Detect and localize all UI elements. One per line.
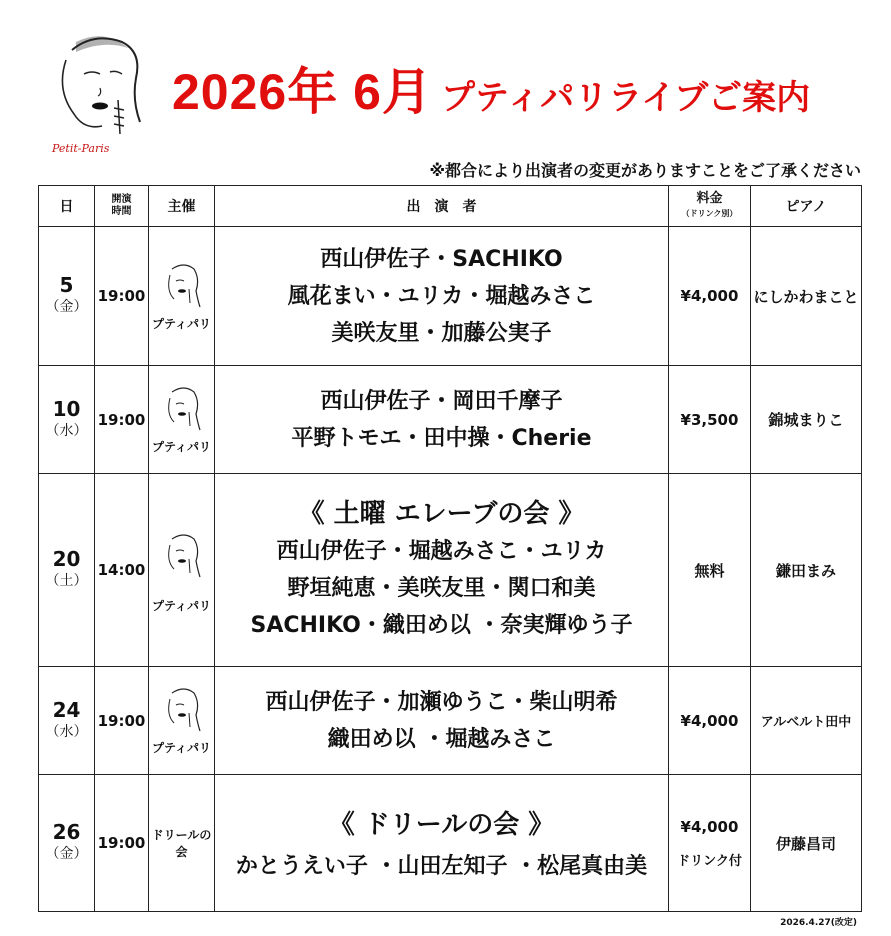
- price-cell: ¥4,000: [669, 667, 751, 775]
- performers-cell: [215, 775, 669, 912]
- host-cell: プティパリ: [149, 366, 215, 474]
- petit-paris-logo: [44, 30, 152, 158]
- schedule-table: [38, 185, 862, 912]
- time-cell: 19:00: [95, 366, 149, 474]
- performer-line: 西山伊佐子・SACHIKO: [320, 246, 563, 272]
- performer-line: SACHIKO・織田め以 ・奈実輝ゆう子: [250, 613, 633, 638]
- performer-line: 平野トモエ・田中操・Cherie: [291, 425, 592, 451]
- col-header-day: 日: [39, 186, 95, 227]
- col-header-time: 開演 時間: [95, 186, 149, 227]
- logo-wordmark: Petit-Paris: [52, 142, 110, 155]
- performer-line: 織田め以 ・堀越みさこ: [327, 726, 556, 752]
- performer-line: 美咲友里・加藤公実子: [331, 320, 552, 346]
- piano-cell: 錦城まりこ: [751, 366, 862, 474]
- performer-line: 風花まい・ユリカ・堀越みさこ: [287, 283, 596, 309]
- table-row: [39, 667, 862, 775]
- performers-cell: [215, 227, 669, 366]
- event-title: 《 ドリールの会 》: [328, 809, 555, 840]
- piano-cell: にしかわまこと: [751, 227, 862, 366]
- host-cell: プティパリ: [149, 227, 215, 366]
- table-row: [39, 474, 862, 667]
- piano-cell: アルベルト田中: [751, 667, 862, 775]
- time-cell: 19:00: [95, 227, 149, 366]
- host-cell: プティパリ: [149, 474, 215, 667]
- host-cell: プティパリ: [149, 667, 215, 775]
- col-header-piano: ピアノ: [751, 186, 862, 227]
- petit-paris-mini-logo: [162, 527, 202, 587]
- time-cell: 14:00: [95, 474, 149, 667]
- day-cell: 5 （金）: [39, 227, 95, 366]
- day-cell: 24 （水）: [39, 667, 95, 775]
- table-row: [39, 775, 862, 912]
- table-row: [39, 227, 862, 366]
- revision-date: 2026.4.27(改定): [780, 918, 857, 928]
- table-header-row: [39, 186, 862, 227]
- petit-paris-mini-logo: [162, 384, 202, 436]
- performer-line: かとうえい子 ・山田左知子 ・松尾真由美: [235, 853, 648, 879]
- performer-line: 野垣純恵・美咲友里・関口和美: [287, 576, 596, 601]
- time-cell: 19:00: [95, 775, 149, 912]
- piano-cell: 伊藤昌司: [751, 775, 862, 912]
- performers-cell: [215, 667, 669, 775]
- title-subtitle: プティパリライブご案内: [440, 79, 811, 117]
- price-cell: ¥4,000 ドリンク付: [669, 775, 751, 912]
- event-title: 《 土曜 エレーブの会 》: [298, 499, 585, 529]
- time-cell: 19:00: [95, 667, 149, 775]
- col-header-price: 料金 （ドリンク別）: [669, 186, 751, 227]
- petit-paris-mini-logo: [162, 261, 202, 313]
- price-cell: ¥3,500: [669, 366, 751, 474]
- col-header-host: 主催: [149, 186, 215, 227]
- performer-line: 西山伊佐子・堀越みさこ・ユリカ: [276, 539, 607, 564]
- performers-cell: [215, 366, 669, 474]
- day-cell: 10 （水）: [39, 366, 95, 474]
- title-month: 2026年 6月: [172, 64, 433, 120]
- price-cell: ¥4,000: [669, 227, 751, 366]
- col-header-performers: 出 演 者: [215, 186, 669, 227]
- page-title: [172, 52, 810, 124]
- piano-cell: 鎌田まみ: [751, 474, 862, 667]
- change-notice: ※都合により出演者の変更がありますことをご了承ください: [429, 161, 861, 180]
- day-cell: 20 （土）: [39, 474, 95, 667]
- day-cell: 26 （金）: [39, 775, 95, 912]
- petit-paris-mini-logo: [162, 685, 202, 737]
- performer-line: 西山伊佐子・岡田千摩子: [320, 388, 563, 414]
- performers-cell: [215, 474, 669, 667]
- table-row: [39, 366, 862, 474]
- price-cell: 無料: [669, 474, 751, 667]
- performer-line: 西山伊佐子・加瀬ゆうこ・柴山明希: [265, 689, 618, 715]
- price-note: ドリンク付: [677, 853, 742, 869]
- host-cell: ドリールの会: [149, 775, 215, 912]
